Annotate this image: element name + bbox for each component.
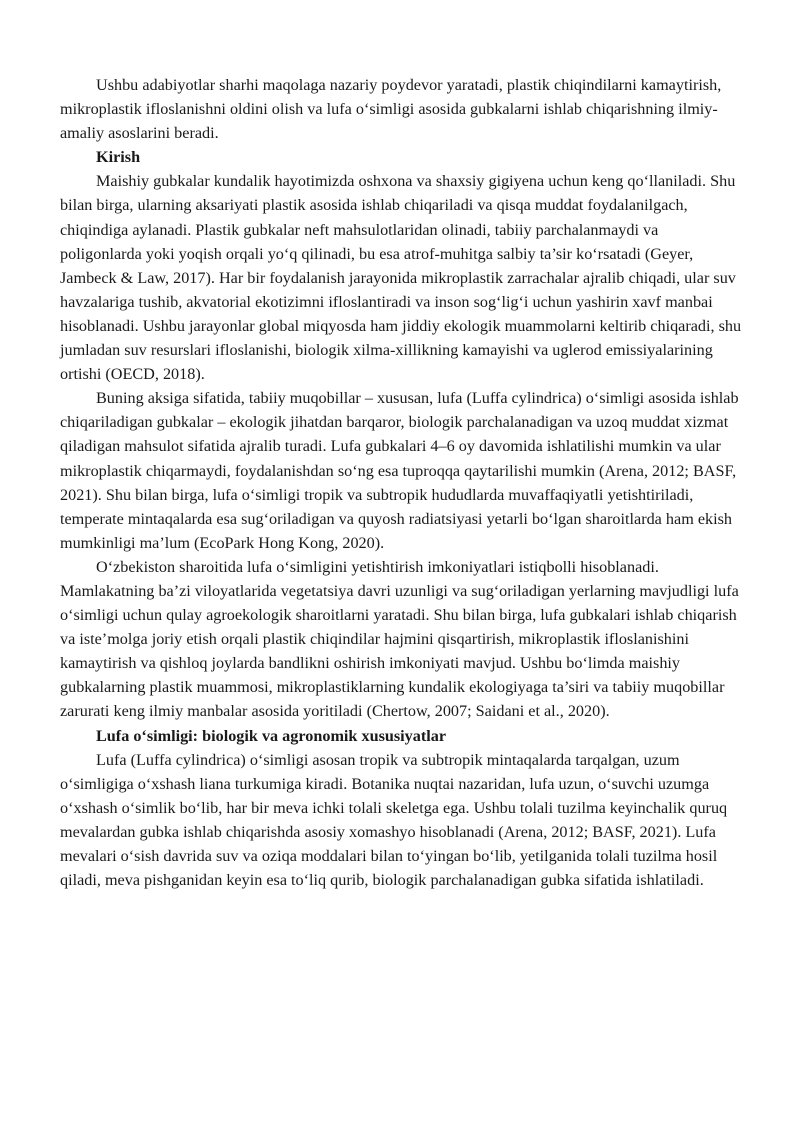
section-heading-lufa: Lufa o‘simligi: biologik va agronomik xususiyatlar <box>96 726 447 745</box>
body-paragraph: Buning aksiga sifatida, tabiiy muqobillar – xususan, lufa (Luffa cylindrica) o‘simligi asosida ishlab chiqariladigan gubkalar – ekologik jihatdan barqaror, biologik parchalanadigan va uzoq muddat xizmat qiladigan mahsulot sifatida ajralib turadi. Lufa gubkalari 4–6 oy davomida ishlatilishi mumkin va ular mikroplastik chiqarmaydi, foydalanishdan so‘ng esa tuproqqa qaytarilishi mumkin (Arena, 2012; BASF, 2021). Shu bilan birga, lufa o‘simligi tropik va subtropik hududlarda muvaffaqiyatli yetishtiriladi, temperate mintaqalarda esa sug‘oriladigan va quyosh radiatsiyasi yetarli bo‘lgan sharoitlarda ham ekish mumkinligi ma’lum (EcoPark Hong Kong, 2020). <box>60 389 739 552</box>
body-paragraph: Lufa (Luffa cylindrica) o‘simligi asosan tropik va subtropik mintaqalarda tarqalgan, uzum o‘simligiga o‘xshash liana turkumiga kiradi. Botanika nuqtai nazaridan, lufa uzun, o‘suvchi uzumga o‘xshash o‘simlik bo‘lib, har bir meva ichki tolali skeletga ega. Ushbu tolali tuzilma keyinchalik quruq mevalardan gubka ishlab chiqarishda asosiy xomashyo hisoblanadi (Arena, 2012; BASF, 2021). Lufa mevalari o‘sish davrida suv va oziqa moddalari bilan to‘yingan bo‘lib, yetilganida tolali tuzilma hosil qiladi, meva pishganidan keyin esa to‘liq qurib, biologik parchalanadigan gubka sifatida ishlatiladi. <box>60 750 728 890</box>
section-heading-kirish: Kirish <box>96 148 141 167</box>
body-paragraph: Maishiy gubkalar kundalik hayotimizda oshxona va shaxsiy gigiyena uchun keng qo‘llaniladi. Shu bilan birga, ularning aksariyati plastik asosida ishlab chiqariladi va qisqa muddat foydalanilgach, chiqindiga aylanadi. Plastik gubkalar neft mahsulotlaridan olinadi, tabiiy parchalanmaydi va poligonlarda yoki yoqish orqali yo‘q qilinadi, bu esa atrof-muhitga salbiy ta’sir ko‘rsatadi (Geyer, Jambeck & Law, 2017). Har bir foydalanish jarayonida mikroplastik zarrachalar ajralib chiqadi, ular suv havzalariga tushib, akvatorial ekotizimni ifloslantiradi va inson sog‘lig‘i uchun yashirin xavf manbai hisoblanadi. Ushbu jarayonlar global miqyosda ham jiddiy ekologik muammolarni keltirib chiqaradi, shu jumladan suv resurslari ifloslanishi, biologik xilma-xillikning kamayishi va uglerod emissiyalarining ortishi (OECD, 2018). <box>60 172 742 384</box>
intro-paragraph: Ushbu adabiyotlar sharhi maqolaga nazariy poydevor yaratadi, plastik chiqindilarni kamaytirish, mikroplastik ifloslanishni oldini olish va lufa o‘simligi asosida gubkalarni ishlab chiqarishning ilmiy-amaliy asoslarini beradi. <box>60 76 722 143</box>
document-page <box>60 73 742 892</box>
body-paragraph: O‘zbekiston sharoitida lufa o‘simligini yetishtirish imkoniyatlari istiqbolli hisoblanadi. Mamlakatning ba’zi viloyatlarida vegetatsiya davri uzunligi va sug‘oriladigan yerlarning mavjudligi lufa o‘simligi uchun qulay agroekologik sharoitlarni yaratadi. Shu bilan birga, lufa gubkalari ishlab chiqarish va iste’molga joriy etish orqali plastik chiqindilar hajmini qisqartirish, mikroplastik ifloslanishini kamaytirish va qishloq joylarda bandlikni oshirish imkoniyati mavjud. Ushbu bo‘limda maishiy gubkalarning plastik muammosi, mikroplastiklarning kundalik ekologiyaga ta’siri va tabiiy muqobillar zarurati keng ilmiy manbalar asosida yoritiladi (Chertow, 2007; Saidani et al., 2020). <box>60 557 739 721</box>
